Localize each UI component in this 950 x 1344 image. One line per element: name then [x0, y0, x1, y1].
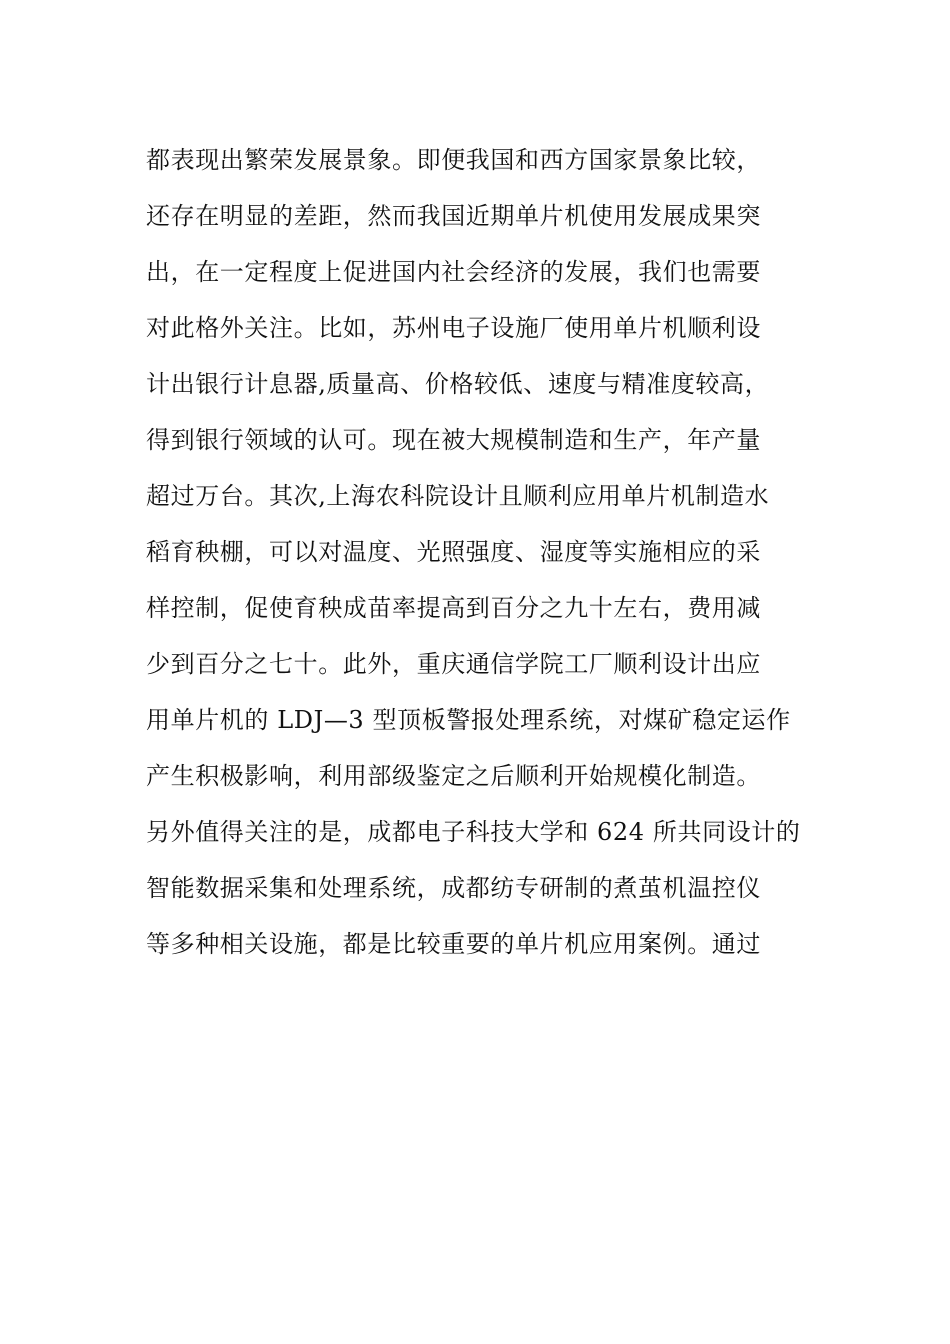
text-line: 得到银行领域的认可。现在被大规模制造和生产，年产量	[146, 426, 761, 454]
text-line: 计出银行计息器,质量高、价格较低、速度与精准度较高，	[146, 370, 770, 398]
text-line: 超过万台。其次,上海农科院设计且顺利应用单片机制造水	[146, 482, 770, 510]
text-line: 出，在一定程度上促进国内社会经济的发展，我们也需要	[146, 258, 761, 286]
text-line: 稻育秧棚，可以对温度、光照强度、湿度等实施相应的采	[146, 538, 761, 566]
text-line: 少到百分之七十。此外，重庆通信学院工厂顺利设计出应	[146, 650, 761, 678]
text-line: 用单片机的 LDJ—3 型顶板警报处理系统，对煤矿稳定运作	[146, 706, 791, 734]
text-line: 对此格外关注。比如，苏州电子设施厂使用单片机顺利设	[146, 314, 761, 342]
text-line: 产生积极影响，利用部级鉴定之后顺利开始规模化制造。	[146, 762, 761, 790]
text-line: 还存在明显的差距，然而我国近期单片机使用发展成果突	[146, 202, 761, 230]
text-line: 都表现出繁荣发展景象。即便我国和西方国家景象比较，	[146, 146, 761, 174]
text-line: 样控制，促使育秧成苗率提高到百分之九十左右，费用减	[146, 594, 761, 622]
text-line: 等多种相关设施，都是比较重要的单片机应用案例。通过	[146, 930, 761, 958]
text-line: 另外值得关注的是，成都电子科技大学和 624 所共同设计的	[146, 818, 801, 846]
body-paragraph	[146, 132, 816, 972]
text-line: 智能数据采集和处理系统，成都纺专研制的煮茧机温控仪	[146, 874, 761, 902]
